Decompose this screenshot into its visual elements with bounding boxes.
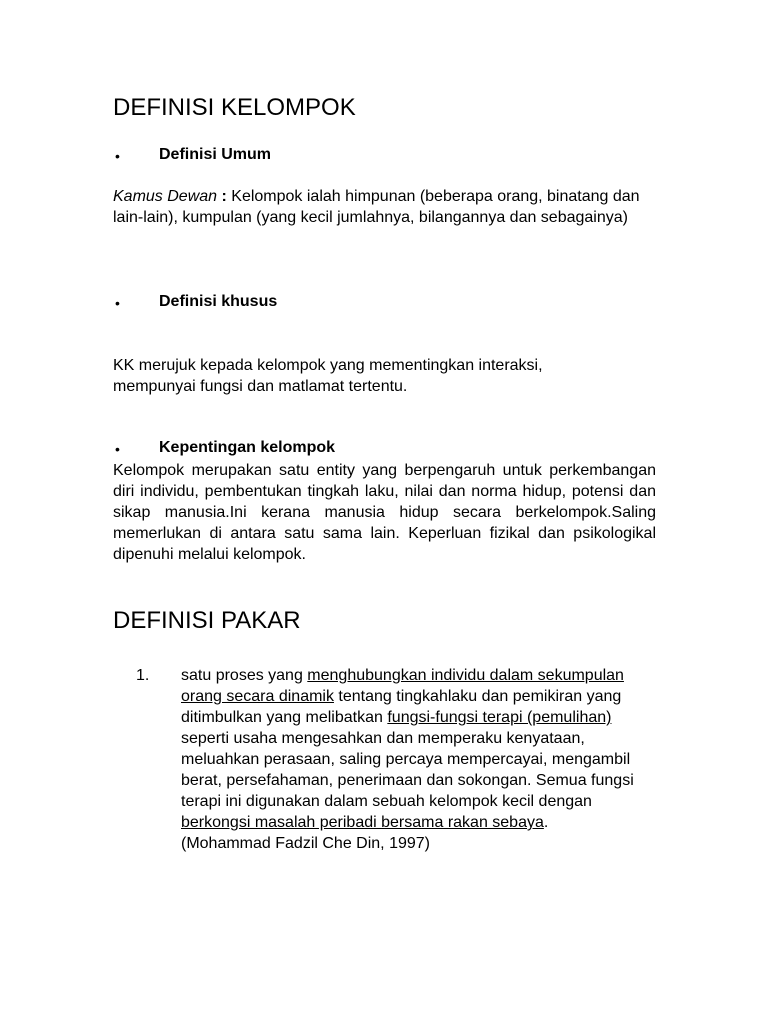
source-colon: : xyxy=(217,188,232,205)
heading-definisi-pakar: DEFINISI PAKAR xyxy=(113,607,301,634)
paragraph-definisi-umum xyxy=(113,186,658,228)
pakar-citation: (Mohammad Fadzil Che Din, 1997) xyxy=(181,835,430,852)
paragraph-definisi-khusus: KK merujuk kepada kelompok yang mementingkan interaksi, mempunyai fungsi dan matlamat tertentu. xyxy=(113,357,543,395)
bullet-definisi-umum: • xyxy=(115,148,120,164)
list-item-pakar xyxy=(181,665,656,854)
subheading-definisi-umum: Definisi Umum xyxy=(159,146,272,163)
source-kamus-dewan: Kamus Dewan xyxy=(113,188,218,205)
paragraph-kepentingan-kelompok: Kelompok merupakan satu entity yang berpengaruh untuk perkembangan diri individu, pembentukan tingkah laku, nilai dan norma hidup, potensi dan sikap manusia.Ini kerana manusia hidup secara berkelompok.Saling memerlukan di antara satu sama lain. Keperluan fizikal dan psikologikal dipenuhi melalui kelompok. xyxy=(113,462,656,563)
pakar-underline-2: fungsi-fungsi terapi (pemulihan) xyxy=(387,709,612,726)
heading-definisi-kelompok: DEFINISI KELOMPOK xyxy=(113,94,356,121)
bullet-kepentingan-kelompok: • xyxy=(115,441,120,457)
pakar-underline-1: menghubungkan individu dalam sekumpulan orang secara dinamik xyxy=(181,667,624,705)
pakar-underline-3: berkongsi masalah peribadi bersama rakan sebaya xyxy=(181,814,544,831)
list-number: 1. xyxy=(136,667,150,684)
bullet-definisi-khusus: • xyxy=(115,295,120,311)
pakar-text-1: satu proses yang xyxy=(181,667,308,684)
subheading-definisi-khusus: Definisi khusus xyxy=(159,293,278,310)
subheading-kepentingan-kelompok: Kepentingan kelompok xyxy=(159,439,336,456)
pakar-text-4: . xyxy=(543,814,549,831)
pakar-text-3: seperti usaha mengesahkan dan memperaku kenyataan, meluahkan perasaan, saling percaya mempercayai, mengambil berat, persefahaman, penerimaan dan sokongan. Semua fungsi terapi ini digunakan dalam sebuah kelompok kecil dengan xyxy=(181,730,634,810)
definisi-umum-text: Kelompok ialah himpunan (beberapa orang, binatang dan lain-lain), kumpulan (yang kecil jumlahnya, bilangannya dan sebagainya) xyxy=(113,188,640,226)
pakar-text-2: tentang tingkahlaku dan pemikiran yang ditimbulkan yang melibatkan xyxy=(181,688,622,726)
